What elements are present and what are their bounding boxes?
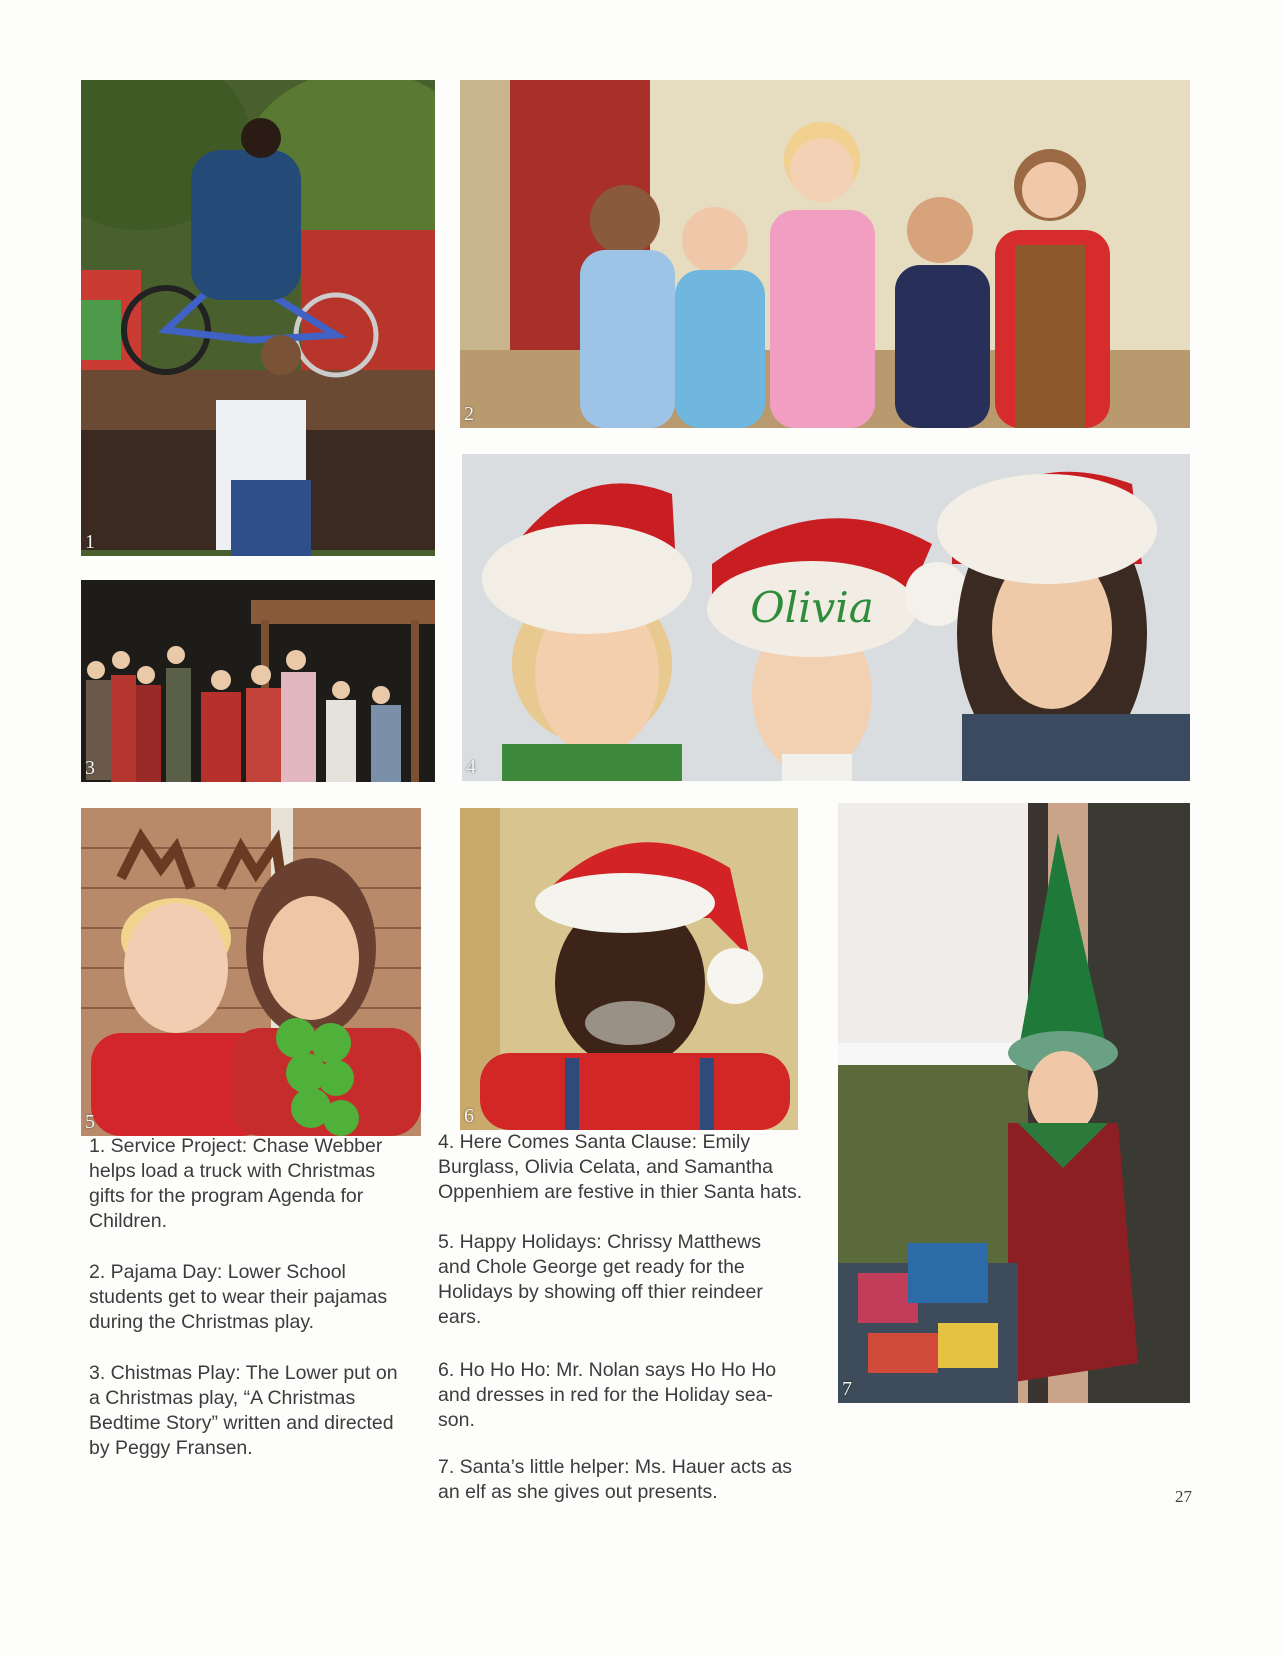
photo-service-project (81, 80, 435, 556)
page-number: 27 (1175, 1487, 1192, 1506)
caption-service-project: 1. Service Project: Chase Webber helps load a truck with Christmas gifts for the program Agenda for Children. (89, 1135, 383, 1232)
hat-name-text: Olivia (750, 583, 874, 632)
photo-number: 5 (85, 1111, 95, 1133)
caption-pajama-day: 2. Pajama Day: Lower School students get to wear their pajamas during the Christmas play. (89, 1261, 388, 1333)
photo-elf-helper (838, 803, 1190, 1403)
photo-number: 1 (85, 531, 95, 553)
photo-pajama-day (460, 80, 1190, 428)
caption-happy-holidays: 5. Happy Holidays: Chrissy Matthews and Chole George get ready for the Holidays by showing off thier reindeer ears. (438, 1231, 763, 1328)
caption-christmas-play: 3. Chistmas Play: The Lower put on a Christmas play, “A Christmas Bedtime Story” written and directed by Peggy Fransen. (89, 1362, 398, 1459)
caption-ho-ho-ho: 6. Ho Ho Ho: Mr. Nolan says Ho Ho Ho and dresses in red for the Holiday sea- son. (438, 1359, 777, 1431)
photo-number: 3 (85, 757, 95, 779)
photo-number: 6 (464, 1105, 474, 1127)
caption-santa-hats: 4. Here Comes Santa Clause: Emily Burglass, Olivia Celata, and Samantha Oppenhiem are festive in thier Santa hats. (438, 1131, 803, 1203)
photo-number: 4 (466, 756, 476, 778)
photo-reindeer-ears (81, 808, 421, 1136)
photo-santa-hat-man (460, 808, 798, 1130)
photo-christmas-play (81, 580, 435, 782)
photo-santa-hats (462, 454, 1190, 781)
caption-santas-helper: 7. Santa’s little helper: Ms. Hauer acts as an elf as she gives out presents. (438, 1456, 793, 1503)
photo-number: 2 (464, 403, 474, 425)
photo-number: 7 (842, 1378, 852, 1400)
